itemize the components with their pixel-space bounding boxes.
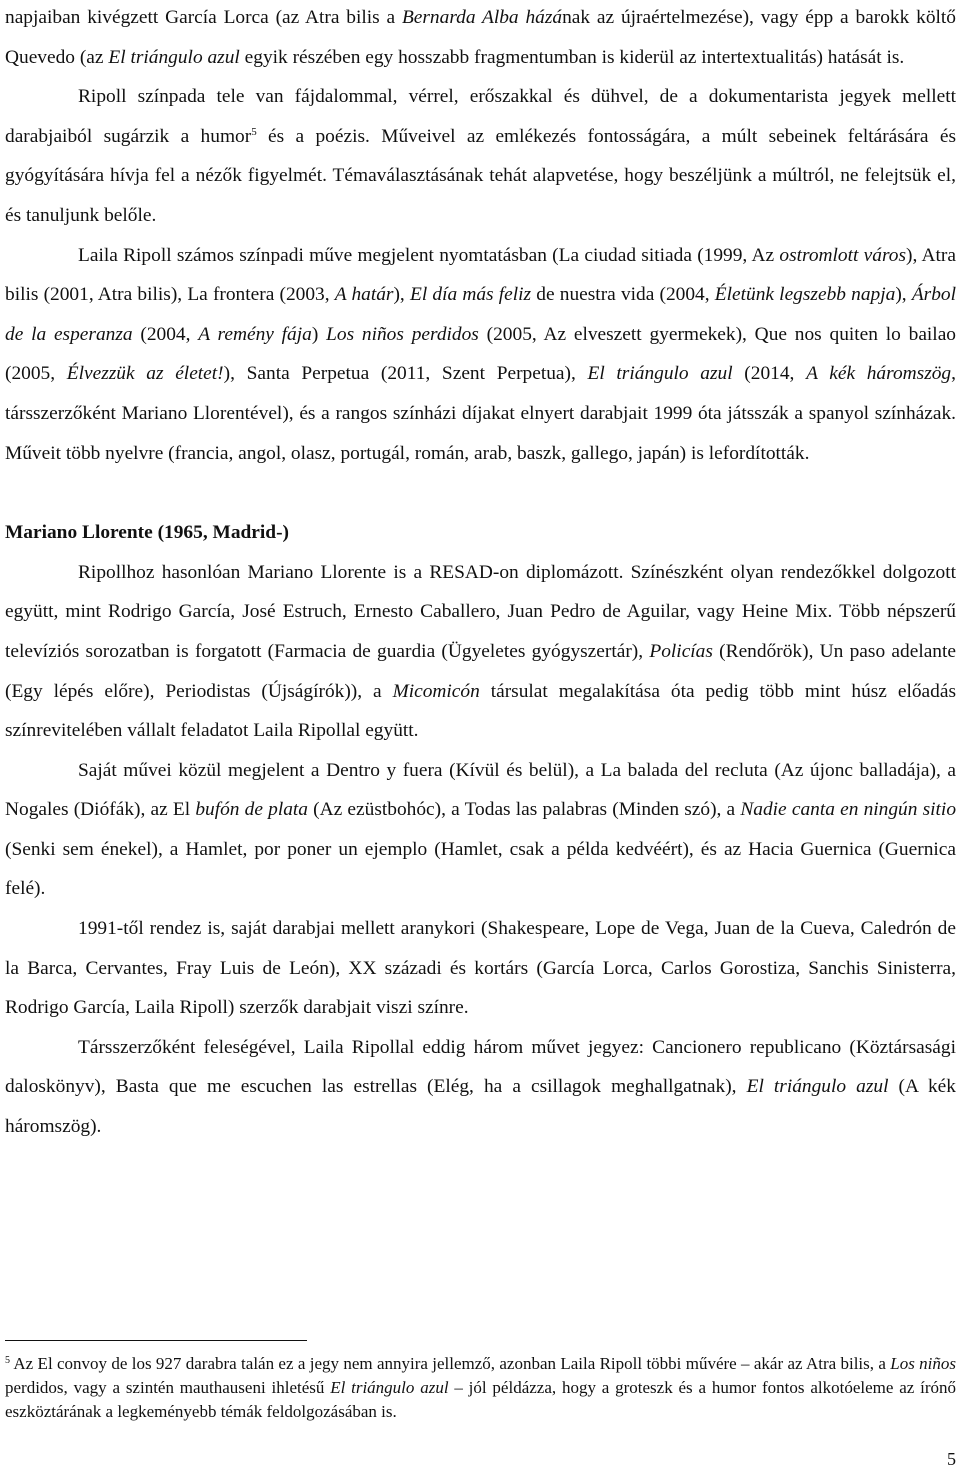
text-run: ),	[393, 284, 410, 306]
footnote	[5, 1352, 956, 1425]
footnote-marker: 5	[5, 1355, 10, 1366]
footnote-marker: 5	[251, 125, 257, 138]
section-heading: Mariano Llorente (1965, Madrid-)	[5, 522, 289, 544]
text-run: Társszerzőként feleségével, Laila Ripollal eddig három művet jegyez: Cancionero republicano (Köztársasági daloskönyv), Basta que me escuchen las estrellas (Elég, ha a csillagok meghallgatnak),	[5, 1036, 956, 1098]
italic-text: Los niños	[890, 1354, 956, 1373]
text-run: napjaiban kivégzett García Lorca (az Atra bilis a	[5, 7, 402, 28]
italic-text: Nadie canta en ningún sitio	[740, 799, 957, 821]
italic-text: El triángulo azul	[330, 1378, 449, 1398]
paragraph-own-works	[5, 751, 956, 909]
page-number: 5	[947, 1449, 956, 1469]
text-run: (Az ezüstbohóc), a Todas las palabras (Minden szó), a	[308, 799, 741, 821]
italic-text: Életünk legszebb napja	[714, 284, 896, 306]
text-run: de nuestra vida (2004,	[531, 284, 715, 306]
italic-text: El triángulo azul	[108, 46, 240, 68]
text-run: , társszerzőként Mariano Llorentével), és a rangos színházi díjakat elnyert darabjait 1999 óta játsszák a spanyol színházak. Műveit több nyelvre (francia, angol, olasz, portugál, román, arab, baszk, gallego, japán) is lefordították.	[5, 363, 956, 464]
text-run: 1991-től rendez is, saját darabjai mellett aranykori (Shakespeare, Lope de Vega, Juan de la Cueva, Caledrón de la Barca, Cervantes, Fray Luis de León), XX századi és kortárs (García Lorca, Carlos Gorostiza, Sanchis Sinisterra, Rodrigo García, Laila Ripoll) szerzők darabjait viszi színre.	[5, 918, 956, 1019]
paragraph-humor-poetry	[5, 77, 956, 235]
paragraph-llorente-career	[5, 553, 956, 751]
text-run: (2005, Az elveszett gyermekek), Que nos quiten lo bailao (2005,	[5, 323, 956, 385]
italic-text: El día más feliz	[409, 284, 532, 306]
text-run: Az El convoy de los 927 darabra talán ez a jegy nem annyira jellemző, azonban Laila Ripoll többi művére – akár az Atra bilis, a	[10, 1354, 891, 1373]
document-page	[5, 0, 956, 1147]
text-run: nak az újraértelmezése), vagy épp a barokk költő Quevedo (az	[5, 7, 956, 68]
italic-text: Policías	[649, 640, 713, 662]
paragraph-continuation	[5, 0, 956, 77]
text-run: perdidos, vagy a szintén mauthauseni ihletésű	[5, 1378, 331, 1398]
italic-text: A kék háromszög	[806, 363, 952, 385]
italic-text: A határ	[334, 284, 394, 306]
italic-text: A remény fája	[198, 323, 312, 345]
text-run: )	[311, 323, 327, 345]
text-run: – jól példázza, hogy a groteszk és a humor fontos alkotóeleme az írónő eszköztárának a legkeményebb témák feldolgozásában is.	[5, 1378, 956, 1422]
italic-text: Los niños perdidos	[326, 323, 479, 345]
italic-text: El triángulo azul	[587, 363, 733, 385]
italic-text: El triángulo azul	[746, 1076, 889, 1098]
text-run: ), Atra bilis (2001, Atra bilis), La frontera (2003,	[5, 244, 956, 306]
text-run: (A kék háromszög).	[5, 1076, 956, 1138]
text-run: és a poézis. Műveivel az emlékezés fontosságára, a múlt sebeinek feltárására és gyógyítására hívja fel a nézők figyelmét. Témaválasztásának tehát alapvetése, hogy beszéljünk a múltról, ne felejtsük el, és tanuljunk belőle.	[5, 125, 956, 226]
text-run: Saját művei közül megjelent a Dentro y fuera (Kívül és belül), a La balada del recluta (Az újonc balladája), a Nogales (Diófák), az El	[5, 759, 956, 821]
paragraph-directing	[5, 909, 956, 1028]
italic-text: bufón de plata	[195, 799, 308, 821]
italic-text: Árbol de la esperanza	[5, 284, 956, 345]
italic-text: Bernarda Alba házá	[401, 7, 563, 28]
paragraph-published-works	[5, 236, 956, 474]
italic-text: ostromlott város	[779, 244, 907, 266]
text-run: Laila Ripoll számos színpadi műve megjelent nyomtatásban (La ciudad sitiada (1999, Az	[78, 244, 780, 266]
text-run: ), Santa Perpetua (2011, Szent Perpetua),	[223, 363, 588, 385]
paragraph-coauthored	[5, 1028, 956, 1147]
text-run: társulat megalakítása óta pedig több mint húsz előadás színrevitelében vállalt feladatot Laila Ripollal együtt.	[5, 680, 956, 742]
text-run: ),	[895, 284, 912, 306]
footnote-separator	[5, 1340, 307, 1341]
text-run: Ripollhoz hasonlóan Mariano Llorente is a RESAD-on diplomázott. Színészként olyan rendezőkkel dolgozott együtt, mint Rodrigo García, José Estruch, Ernesto Caballero, Juan Pedro de Aguilar, vagy Heine Mix. Több népszerű televíziós sorozatban is forgatott (Farmacia de guardia (Ügyeletes gyógyszertár),	[5, 561, 956, 662]
italic-text: Micomicón	[392, 680, 480, 702]
italic-text: Élvezzük az életet!	[66, 363, 224, 385]
text-run: Ripoll színpada tele van fájdalommal, vérrel, erőszakkal és dühvel, de a dokumentarista jegyek mellett darabjaiból sugárzik a humor	[5, 86, 956, 147]
text-run: (Senki sem énekel), a Hamlet, por poner un ejemplo (Hamlet, csak a példa kedvéért), és az Hacia Guernica (Guernica felé).	[5, 838, 956, 900]
text-run: (Rendőrök), Un paso adelante (Egy lépés előre), Periodistas (Újságírók)), a	[5, 640, 956, 702]
text-run: (2004,	[132, 323, 199, 345]
text-run: (2014,	[732, 363, 807, 385]
text-run: egyik részében egy hosszabb fragmentumban is kiderül az intertextualitás) hatását is.	[239, 46, 905, 68]
